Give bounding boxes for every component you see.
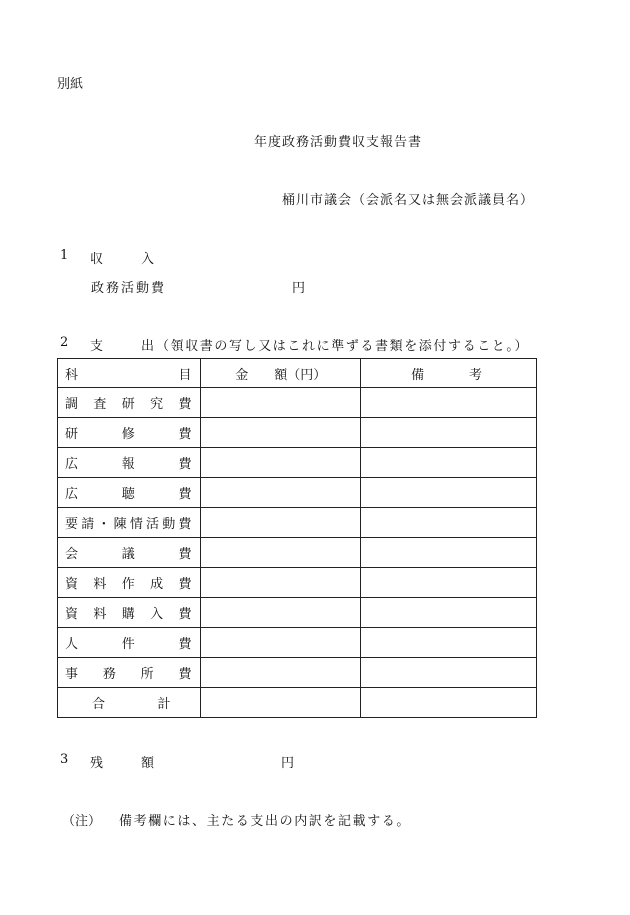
balance-number: 3 [60,752,69,767]
footnote-text: 備考欄には、主たる支出の内訳を記載する。 [119,814,412,829]
expense-heading-char-1: 支 [90,339,104,354]
table-row [58,448,537,478]
expense-item-char: 調 [65,397,79,412]
footnote-mark: （注） [62,814,102,829]
expense-item-char: 究 [150,397,164,412]
expense-item-char: 費 [178,457,192,472]
table-total-row [58,688,537,718]
expense-item-char: 要 [65,517,79,532]
expense-item-char: 費 [178,547,192,562]
expense-item-char: 事 [65,667,79,682]
expense-item-char: 動 [162,517,176,532]
table-header-row [58,359,537,388]
expense-item-char: 費 [178,487,192,502]
header-remarks [361,359,537,388]
expense-remarks-cell[interactable] [361,628,537,658]
header-item [58,359,201,388]
expense-item-char: 費 [178,577,192,592]
report-title: 年度政務活動費収支報告書 [254,135,423,150]
expense-amount-cell[interactable] [201,628,361,658]
expense-item-label [58,508,201,538]
table-row [58,538,537,568]
expense-item-char: 費 [178,397,192,412]
expense-amount-cell[interactable] [201,538,361,568]
expense-item-char: 費 [178,427,192,442]
table-row [58,598,537,628]
expense-item-label [58,448,201,478]
expense-remarks-cell[interactable] [361,568,537,598]
expense-item-char: 入 [150,607,164,622]
expense-item-char: 広 [65,487,79,502]
expense-amount-cell[interactable] [201,478,361,508]
expense-item-char: 修 [121,427,135,442]
header-item-char: 科 [65,367,79,383]
expense-amount-cell[interactable] [201,598,361,628]
header-amount: 金 額（円） [201,359,361,388]
expense-item-char: 務 [102,667,116,682]
expense-item-char: 所 [140,667,154,682]
expense-item-char: 料 [93,607,107,622]
expense-note: （領収書の写し又はこれに準ずる書類を添付すること。） [156,339,530,354]
expense-item-char: 陳 [113,517,127,532]
expense-item-label [58,568,201,598]
expense-item-char: 情 [129,517,143,532]
expense-item-label [58,538,201,568]
income-unit: 円 [292,281,306,296]
total-char: 計 [157,697,171,712]
income-heading-char-1: 収 [90,252,104,267]
expense-remarks-cell[interactable] [361,598,537,628]
expense-remarks-cell[interactable] [361,448,537,478]
expense-amount-cell[interactable] [201,388,361,418]
expense-remarks-cell[interactable] [361,478,537,508]
expense-item-char: 請 [81,517,95,532]
expense-amount-cell[interactable] [201,448,361,478]
expense-item-char: 資 [65,607,79,622]
expense-item-char: 料 [93,577,107,592]
expense-remarks-cell[interactable] [361,388,537,418]
expense-item-label [58,478,201,508]
expense-item-char: 研 [65,427,79,442]
total-remarks-cell[interactable] [361,688,537,718]
table-row [58,658,537,688]
expense-item-char: 件 [121,637,135,652]
expense-item-label [58,388,201,418]
expense-item-char: 作 [121,577,135,592]
expense-item-char: 聴 [121,487,135,502]
expense-item-label [58,658,201,688]
expense-amount-cell[interactable] [201,418,361,448]
expense-item-char: 広 [65,457,79,472]
expense-item-char: 費 [178,637,192,652]
income-item-label: 政務活動費 [91,281,167,296]
expense-remarks-cell[interactable] [361,658,537,688]
table-row [58,388,537,418]
expense-item-char: 購 [121,607,135,622]
expense-item-char: 費 [178,517,192,532]
balance-heading-char-1: 残 [90,756,104,771]
table-row [58,418,537,448]
table-row [58,628,537,658]
expense-item-char: 活 [146,517,160,532]
expense-table [57,358,537,718]
table-row [58,478,537,508]
header-remarks-char: 備 [411,367,425,383]
expense-item-char: 議 [121,547,135,562]
expense-item-label [58,418,201,448]
expense-item-char: 査 [93,397,107,412]
expense-remarks-cell[interactable] [361,538,537,568]
expense-amount-cell[interactable] [201,568,361,598]
total-amount-cell[interactable] [201,688,361,718]
income-number: 1 [60,248,69,263]
table-row [58,508,537,538]
expense-item-char: 費 [178,667,192,682]
expense-remarks-cell[interactable] [361,418,537,448]
expense-item-char: 報 [121,457,135,472]
expense-item-char: 研 [121,397,135,412]
expense-heading-char-2: 出 [141,339,155,354]
expense-item-char: 費 [178,607,192,622]
expense-item-char: 人 [65,637,79,652]
expense-item-label [58,628,201,658]
total-char: 合 [92,697,106,712]
expense-item-label [58,598,201,628]
expense-item-char: 資 [65,577,79,592]
table-row [58,568,537,598]
expense-remarks-cell[interactable] [361,508,537,538]
total-label [58,688,201,718]
council-line: 桶川市議会（会派名又は無会派議員名） [282,193,535,208]
balance-unit: 円 [281,756,295,771]
expense-number: 2 [60,335,69,350]
expense-item-char: 成 [150,577,164,592]
expense-item-char: 会 [65,547,79,562]
expense-amount-cell[interactable] [201,508,361,538]
attachment-label: 別紙 [57,77,84,92]
header-item-char: 目 [178,367,192,383]
expense-amount-cell[interactable] [201,658,361,688]
expense-item-char: ・ [97,517,111,532]
income-heading-char-2: 入 [141,252,155,267]
balance-heading-char-2: 額 [141,756,155,771]
header-remarks-char: 考 [468,367,482,383]
